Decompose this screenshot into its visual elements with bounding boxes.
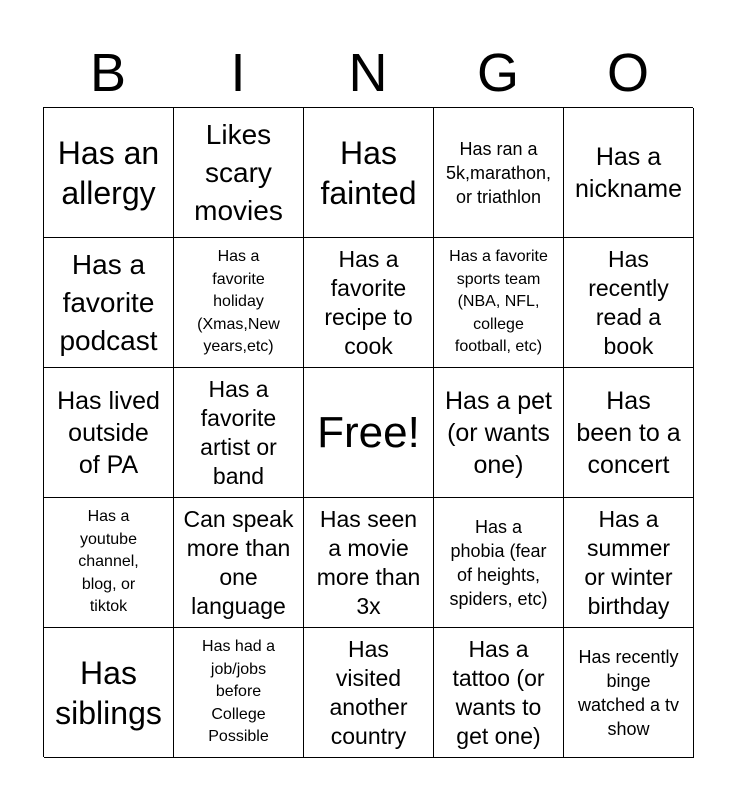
cell-text: Has an allergy	[57, 134, 160, 211]
bingo-cell[interactable]	[564, 108, 694, 238]
cell-text: Has a favorite holiday (Xmas,New years,etc)	[197, 248, 280, 356]
bingo-cell[interactable]	[44, 498, 174, 628]
bingo-cell[interactable]	[44, 108, 174, 238]
bingo-cell[interactable]	[174, 368, 304, 498]
bingo-cell[interactable]	[304, 238, 434, 368]
header-letter-i: I	[230, 43, 246, 103]
bingo-cell[interactable]	[44, 628, 174, 758]
cell-text: Has a favorite artist or band	[200, 375, 277, 489]
bingo-cell[interactable]	[304, 108, 434, 238]
bingo-cell[interactable]	[44, 368, 174, 498]
cell-text: Can speak more than one language	[183, 505, 294, 619]
cell-text: Has a nickname	[575, 142, 682, 203]
cell-text: Has lived outside of PA	[57, 386, 160, 479]
bingo-cell[interactable]	[564, 628, 694, 758]
bingo-cell[interactable]	[434, 628, 564, 758]
cell-text: Has a summer or winter birthday	[584, 505, 673, 619]
cell-text: Has a youtube channel, blog, or tiktok	[78, 508, 139, 616]
bingo-cell[interactable]	[564, 238, 694, 368]
cell-text: Has fainted	[320, 134, 417, 211]
free-cell-text: Free!	[317, 407, 420, 457]
cell-text: Has seen a movie more than 3x	[316, 505, 421, 619]
header-letter-g: G	[476, 43, 519, 103]
header-letter-n: N	[348, 43, 388, 103]
cell-text: Has a tattoo (or wants to get one)	[452, 635, 545, 749]
bingo-cell[interactable]	[434, 238, 564, 368]
cell-text: Has a favorite recipe to cook	[324, 245, 413, 359]
bingo-cell[interactable]	[564, 368, 694, 498]
bingo-cell[interactable]	[564, 498, 694, 628]
cell-text: Has a pet (or wants one)	[444, 386, 552, 479]
cell-text: Has recently read a book	[588, 245, 669, 359]
bingo-cell[interactable]	[304, 498, 434, 628]
cell-text: Has visited another country	[329, 635, 408, 749]
cell-text: Has a favorite sports team (NBA, NFL, college football, etc)	[449, 248, 548, 356]
cell-text: Likes scary movies	[194, 118, 283, 226]
bingo-cell[interactable]	[174, 498, 304, 628]
bingo-cell[interactable]	[434, 108, 564, 238]
bingo-cell[interactable]	[174, 238, 304, 368]
bingo-cell[interactable]	[174, 108, 304, 238]
cell-text: Has ran a 5k,marathon, or triathlon	[445, 138, 552, 207]
bingo-cell[interactable]	[174, 628, 304, 758]
bingo-cell[interactable]	[434, 498, 564, 628]
header-letter-b: B	[89, 43, 127, 103]
free-cell[interactable]	[304, 368, 434, 498]
bingo-header	[43, 40, 693, 106]
cell-text: Has a phobia (fear of heights, spiders, etc)	[449, 516, 548, 609]
bingo-board	[43, 107, 693, 757]
cell-text: Has recently binge watched a tv show	[577, 646, 680, 739]
bingo-cell[interactable]	[304, 628, 434, 758]
bingo-cell[interactable]	[434, 368, 564, 498]
cell-text: Has a favorite podcast	[59, 248, 158, 356]
bingo-cell[interactable]	[44, 238, 174, 368]
cell-text: Has siblings	[55, 654, 162, 731]
header-letter-o: O	[606, 43, 649, 103]
cell-text: Has been to a concert	[576, 386, 681, 479]
cell-text: Has had a job/jobs before College Possible	[202, 638, 275, 746]
